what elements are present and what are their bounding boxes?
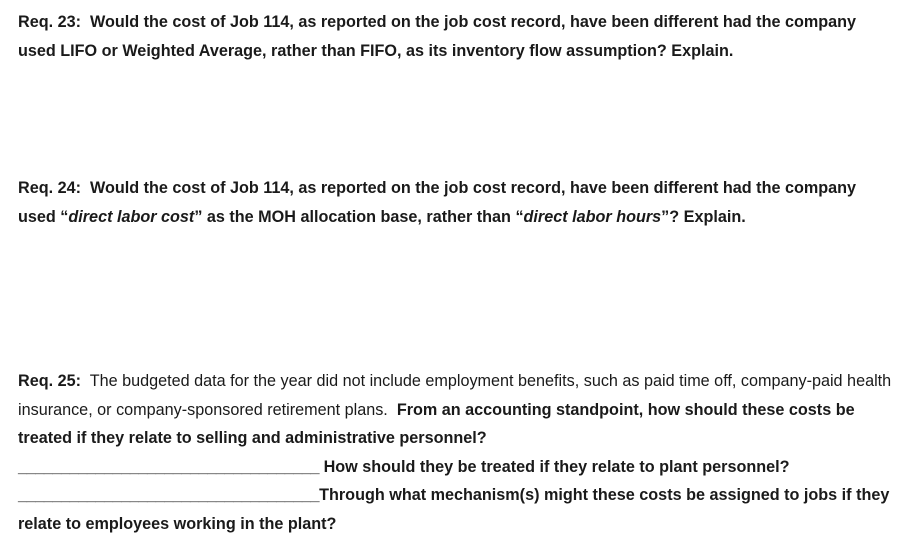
- req-25-question-2: How should they be treated if they relate to plant personnel?: [323, 457, 790, 476]
- req-25-question-1: From an accounting standpoint, how should these costs be treated if they relate to selling and administrative personnel?: [18, 400, 855, 447]
- req-25-intro: The budgeted data for the year did not include employment benefits, such as paid time off, company-paid health insurance, or company-sponsored retirement plans.: [18, 372, 892, 419]
- req-23: [18, 8, 894, 65]
- req-24-text-b: ” as the MOH allocation base, rather than “: [194, 207, 524, 226]
- req-23-label: Req. 23:: [18, 13, 81, 31]
- req-24: [18, 174, 894, 231]
- req-24-italic-b: direct labor hours: [523, 207, 662, 226]
- req-25: [18, 367, 894, 538]
- answer-blank-1[interactable]: ___________________________________: [18, 457, 320, 476]
- answer-blank-2[interactable]: ___________________________________: [18, 486, 320, 504]
- req-24-italic-a: direct labor cost: [68, 207, 195, 226]
- req-24-label: Req. 24:: [18, 179, 81, 197]
- req-23-text: Would the cost of Job 114, as reported on the job cost record, have been different had the company used LIFO or Weighted Average, rather than FIFO, as its inventory flow assumption? Explain.: [18, 13, 857, 60]
- req-24-text-a: Would the cost of Job 114, as reported on the job cost record, have been different had the company used “: [18, 179, 857, 226]
- req-24-text-c: ”? Explain.: [661, 207, 746, 226]
- req-25-label: Req. 25:: [18, 372, 81, 390]
- req-25-question-3: Through what mechanism(s) might these costs be assigned to jobs if they relate to employees working in the plant?: [18, 486, 890, 533]
